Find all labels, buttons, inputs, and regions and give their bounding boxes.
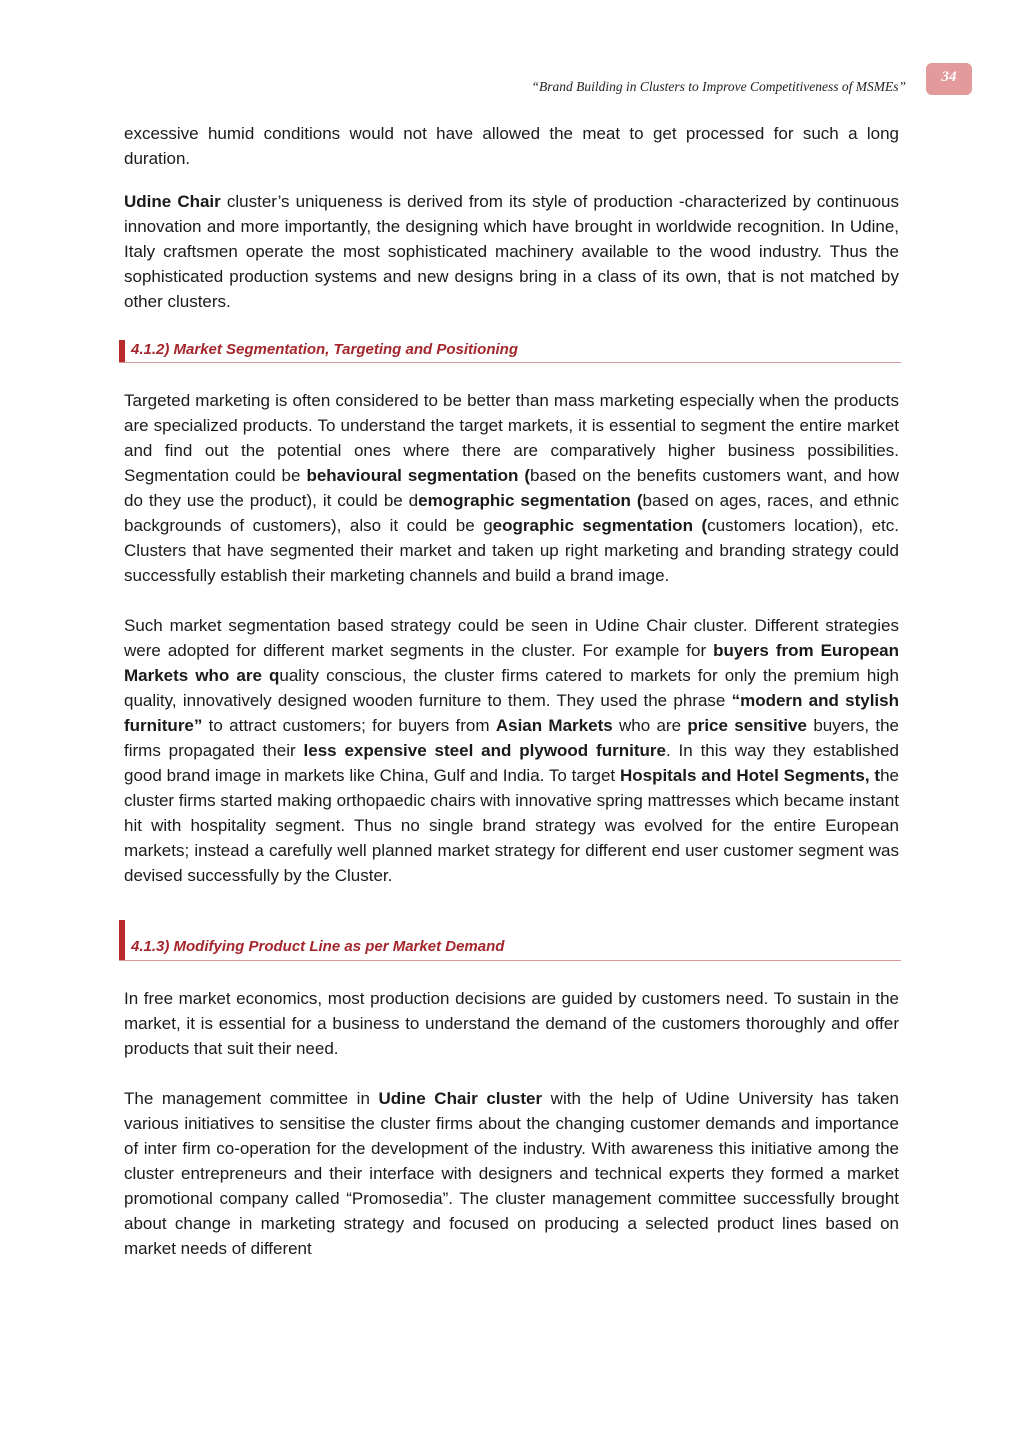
bold-text: price sensitive	[687, 716, 808, 735]
section-title: 4.1.3) Modifying Product Line as per Market Demand	[131, 938, 505, 955]
text-run: based on ages, races, and ethnic backgrounds of customers), also it could be g	[124, 491, 899, 535]
text-run: buyers, the firms propagated their	[124, 716, 899, 760]
bold-text: eographic segmentation (	[492, 516, 708, 535]
text-run: with the help of Udine University has taken various initiatives to sensitise the cluster firms about the changing customer demands and importance of inter firm co-operation for the development of the industry. With awareness this initiative among the cluster entrepreneurs and their interface with designers and technical experts they formed a market promotional company called “Promosedia”. The cluster management committee successfully brought about change in marketing strategy and focused on producing a selected product lines based on market needs of different	[124, 1089, 899, 1258]
bold-text: Udine Chair cluster	[378, 1089, 543, 1108]
section-heading-market-segmentation	[119, 338, 901, 363]
heading-accent-bar	[119, 920, 125, 960]
text-run: he cluster firms started making orthopaedic chairs with innovative spring mattresses which became instant hit with hospitality segment. Thus no single brand strategy was evolved for the entire European markets; instead a carefully well planned market strategy for different end user customer segment was devised successfully by the Cluster.	[124, 766, 900, 885]
paragraph-udine-segmentation-strategy	[124, 613, 899, 888]
bold-text: Asian Markets	[495, 716, 613, 735]
bold-text: emographic segmentation (	[418, 491, 643, 510]
paragraph-targeted-marketing	[124, 388, 899, 588]
text-run: . In this way they established good brand image in markets like China, Gulf and India. To target	[124, 741, 900, 785]
document-body	[124, 121, 899, 1261]
heading-accent-bar	[119, 340, 125, 362]
text-run: based on the benefits customers want, and how do they use the product), it could be d	[124, 466, 900, 510]
text-run: who are	[612, 716, 688, 735]
bold-text: less expensive steel and plywood furniture	[303, 741, 666, 760]
text-run: customers location), etc. Clusters that have segmented their market and taken up right marketing and branding strategy could successfully establish their marketing channels and build a brand image.	[124, 516, 899, 585]
text-run: to attract customers; for buyers from	[202, 716, 496, 735]
bold-text: buyers from European Markets who are q	[124, 641, 899, 685]
section-heading-product-line	[119, 917, 901, 961]
section-title: 4.1.2) Market Segmentation, Targeting and Positioning	[131, 341, 518, 358]
bold-text: “modern and stylish furniture”	[124, 691, 899, 735]
page-number-badge: 34	[926, 63, 972, 95]
bold-text: behavioural segmentation (	[306, 466, 531, 485]
bold-text: Udine Chair	[124, 192, 221, 211]
text-run: cluster’s uniqueness is derived from its style of production -characterized by continuous innovation and more importantly, the designing which have brought in worldwide recognition. In Udine, Italy craftsmen operate the most sophisticated machinery available to the wood industry. Thus the sophisticated production systems and new designs bring in a class of its own, that is not matched by other clusters.	[124, 192, 899, 311]
text-run: Such market segmentation based strategy could be seen in Udine Chair cluster. Different strategies were adopted for different market segments in the cluster. For example for	[124, 616, 899, 660]
paragraph-management-committee	[124, 1086, 899, 1261]
bold-text: Hospitals and Hotel Segments, t	[619, 766, 881, 785]
paragraph-udine-chair-uniqueness	[124, 189, 899, 314]
text-run: The management committee in	[124, 1089, 379, 1108]
text-run: Targeted marketing is often considered to be better than mass marketing especially when the products are specialized products. To understand the target markets, it is essential to segment the entire market and find out the potential ones where there are comparatively higher business possibilities. Segmentation could be	[124, 391, 899, 485]
paragraph-meat-processing: excessive humid conditions would not have allowed the meat to get processed for such a long duration.	[124, 124, 899, 168]
paragraph-free-market-economics: In free market economics, most production decisions are guided by customers need. To sustain in the market, it is essential for a business to understand the demand of the customers thoroughly and offer products that suit their need.	[124, 989, 899, 1058]
running-header: “Brand Building in Clusters to Improve Competitiveness of MSMEs”	[531, 79, 906, 94]
text-run: uality conscious, the cluster firms catered to markets for only the premium high quality, innovatively designed wooden furniture to them. They used the phrase	[124, 666, 900, 710]
